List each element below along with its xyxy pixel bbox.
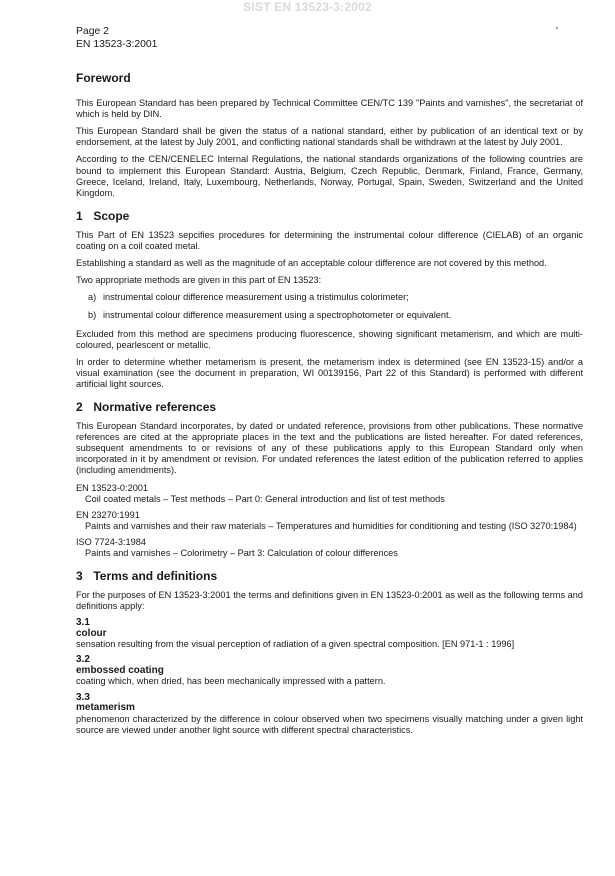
- term-entry: [76, 693, 583, 736]
- corner-mark: ': [556, 26, 558, 37]
- term-entry: [76, 618, 583, 650]
- section-number: 3: [76, 569, 83, 584]
- foreword-paragraph: According to the CEN/CENELEC Internal Regulations, the national standards organizations of the following countries are bound to implement this European Standard: Austria, Belgium, Czech Republic, Denmark, Finland, France, Germany, Greece, Iceland, Ireland, Italy, Luxembourg, Netherlands, Norway, Portugal, Spain, Sweden, Switzerland and the United Kingdom.: [76, 154, 583, 198]
- reference-title: Paints and varnishes and their raw materials – Temperatures and humidities for conditioning and testing (ISO 3270:1984): [85, 520, 577, 531]
- reference-code: ISO 7724-3:1984: [76, 536, 146, 547]
- section-title: Terms and definitions: [93, 569, 218, 584]
- term-name: colour: [76, 627, 107, 639]
- section-number: 2: [76, 399, 83, 414]
- scope-paragraph: This Part of EN 13523 sepcifies procedures for determining the instrumental colour difference (CIELAB) of an organic coating on a coil coated metal.: [76, 229, 583, 252]
- term-definition: coating which, when dried, has been mechanically impressed with a pattern.: [76, 676, 386, 687]
- document-body: [76, 73, 583, 741]
- reference-entry: [76, 483, 583, 505]
- page-number: Page 2: [76, 26, 109, 37]
- list-marker: a): [88, 292, 97, 303]
- foreword-heading: Foreword: [76, 71, 131, 85]
- standard-id: EN 13523-3:2001: [76, 38, 158, 50]
- scope-paragraph: Excluded from this method are specimens producing fluorescence, showing significant metamerism, and which are multi-coloured, pearlescent or metallic.: [76, 328, 583, 350]
- list-item: [76, 292, 583, 303]
- term-number: 3.3: [76, 691, 90, 703]
- reference-title: Paints and varnishes – Colorimetry – Part 3: Calculation of colour differences: [85, 548, 398, 558]
- section-heading-terms: [76, 571, 583, 582]
- term-number: 3.2: [76, 654, 90, 666]
- term-entry: [76, 655, 583, 687]
- term-name: metamerism: [76, 702, 135, 714]
- term-definition: sensation resulting from the visual perception of radiation of a given spectral composition. [EN 971-1 : 1996]: [76, 639, 515, 650]
- section-title: Normative references: [93, 399, 217, 414]
- term-definition: phenomenon characterized by the difference in colour observed when two specimens visually matching under a given light source are viewed under another light source with different spectral characteristics.: [76, 713, 583, 735]
- section-heading-normative-references: [76, 399, 583, 414]
- foreword-paragraph: This European Standard shall be given the status of a national standard, either by publication of an identical text or by endorsement, at the latest by July 2001, and conflicting national standards shall be withdrawn at the latest by July 2001.: [76, 126, 583, 148]
- normative-intro: This European Standard incorporates, by dated or undated reference, provisions from other publications. These normative references are cited at the appropriate places in the text and the publications are listed hereafter. For dated references, subsequent amendments to or revisions of any of these publications apply to this European Standard only when incorporated in it by amendment or revision. For undated references the latest edition of the publication referred to applies (including amendments).: [76, 421, 583, 476]
- scope-paragraph: In order to determine whether metamerism is present, the metamerism index is determined (see EN 13523-15) and/or a visual examination (see the document in preparation, WI 00139156, Part 22 of this Standard) is performed with different artificial light sources.: [76, 356, 583, 389]
- foreword-paragraph: This European Standard has been prepared by Technical Committee CEN/TC 139 "Paints and varnishes", the secretariat of which is held by DIN.: [76, 98, 583, 120]
- reference-code: EN 13523-0:2001: [76, 482, 149, 493]
- reference-code: EN 23270:1991: [76, 509, 140, 520]
- list-item-text: instrumental colour difference measurement using a tristimulus colorimeter;: [103, 292, 409, 303]
- list-marker: b): [88, 310, 97, 321]
- section-heading-scope: [76, 208, 583, 223]
- page-header: [76, 26, 157, 51]
- section-number: 1: [76, 208, 83, 223]
- reference-entry: [76, 510, 583, 532]
- reference-title: Coil coated metals – Test methods – Part 0: General introduction and list of test methods: [85, 493, 445, 504]
- list-item-text: instrumental colour difference measurement using a spectrophotometer or equivalent.: [103, 310, 452, 321]
- scope-paragraph: Establishing a standard as well as the magnitude of an acceptable colour difference are not covered by this method.: [76, 258, 547, 269]
- section-title: Scope: [93, 208, 130, 223]
- list-item: [76, 310, 583, 321]
- terms-intro: For the purposes of EN 13523-3:2001 the terms and definitions given in EN 13523-0:2001 as well as the following terms and definitions apply:: [76, 590, 583, 612]
- term-number: 3.1: [76, 617, 90, 629]
- watermark: SIST EN 13523-3:2002: [243, 0, 372, 14]
- scope-paragraph: Two appropriate methods are given in this part of EN 13523:: [76, 275, 322, 286]
- term-name: embossed coating: [76, 664, 164, 676]
- reference-entry: [76, 537, 583, 559]
- method-list: [76, 292, 583, 321]
